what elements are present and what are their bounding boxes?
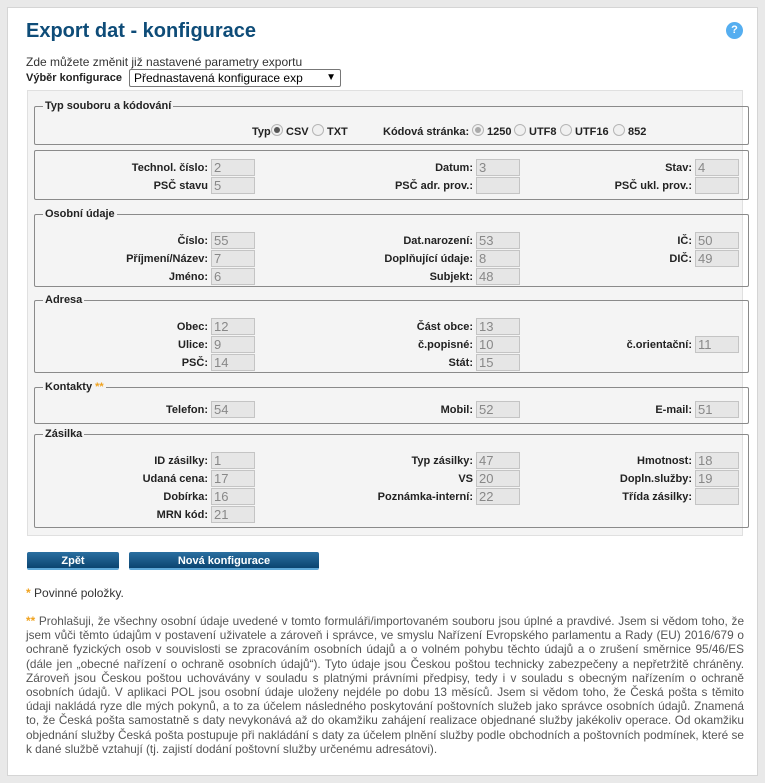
dobirka-input[interactable]: 16	[211, 488, 255, 505]
radio-utf8[interactable]	[514, 124, 526, 136]
radio-txt[interactable]	[312, 124, 324, 136]
fieldset-address	[34, 294, 749, 373]
psc-stavu-input[interactable]: 5	[211, 177, 255, 194]
legend-personal: Osobní údaje	[45, 208, 115, 220]
chevron-down-icon: ▼	[326, 72, 336, 83]
config-select-label: Výběr konfigurace	[26, 72, 122, 84]
subjekt-input[interactable]: 48	[476, 268, 520, 285]
mobil-input[interactable]: 52	[476, 401, 520, 418]
ic-input[interactable]: 50	[695, 232, 739, 249]
psc-ukl-input[interactable]	[695, 177, 739, 194]
stat-label: Stát:	[448, 357, 473, 369]
udana-cena-label: Udaná cena:	[142, 473, 208, 485]
obec-label: Obec:	[176, 321, 208, 333]
legend-shipment: Zásilka	[45, 428, 83, 440]
required-note	[26, 586, 124, 600]
technol-label: Technol. číslo:	[131, 162, 208, 174]
cislo-popisne-input[interactable]: 10	[476, 336, 520, 353]
fieldset-personal	[34, 208, 749, 287]
page-title: Export dat - konfigurace	[26, 20, 257, 42]
radio-csv[interactable]	[271, 124, 283, 136]
doplnujici-label: Doplňující údaje:	[384, 253, 473, 265]
cislo-orientacni-label: č.orientační:	[626, 339, 692, 351]
udana-cena-input[interactable]: 17	[211, 470, 255, 487]
radio-utf16[interactable]	[560, 124, 572, 136]
datum-label: Datum:	[435, 162, 473, 174]
datum-input[interactable]: 3	[476, 159, 520, 176]
typ-zasilky-label: Typ zásilky:	[411, 455, 473, 467]
dopln-sluzby-input[interactable]: 19	[695, 470, 739, 487]
psc-stavu-label: PSČ stavu	[153, 180, 208, 192]
help-icon[interactable]: ?	[726, 22, 743, 39]
mrn-label: MRN kód:	[156, 509, 208, 521]
poznamka-input[interactable]: 22	[476, 488, 520, 505]
cast-obce-label: Část obce:	[416, 321, 473, 333]
gdpr-notice	[26, 614, 744, 756]
dat-narozeni-label: Dat.narození:	[403, 235, 473, 247]
back-button[interactable]: Zpět	[27, 552, 119, 570]
prijmeni-label: Příjmení/Název:	[126, 253, 208, 265]
psc-adr-label: PSČ adr. prov.:	[394, 180, 473, 192]
mobil-label: Mobil:	[440, 404, 473, 416]
jmeno-input[interactable]: 6	[211, 268, 255, 285]
fieldset-file-type	[34, 100, 749, 145]
fieldset-shipment	[34, 428, 749, 528]
trida-zasilky-label: Třída zásilky:	[622, 491, 692, 503]
gdpr-notice-text: Prohlašuji, že všechny osobní údaje uvedené v tomto formuláři/importovaném souboru jsou úplné a pravdivé. Jsem si vědom toho, že jsem vůči těmto údajům v postavení uživatele a zároveň i správce, ve smyslu Nařízení Evropského parlamentu a Rady (EU) 2016/679 o ochraně fyzických osob v souvislosti se zpracováním osobních údajů a o volném pohybu těchto údajů a o zrušení směrnice 95/46/ES (dále jen „obecné nařízení o ochraně osobních údajů“). Tyto údaje jsou Českou poštou technicky zabezpečeny a nepřetržitě chráněny. Zároveň jsou Českou poštou uchovávány v souladu s platnými právními předpisy, tedy i v souladu s obecným nařízením o ochraně osobních údajů. V aplikaci POL jsou osobní údaje uloženy nejdéle po dobu 13 měsíců. Jsem si vědom toho, že Česká pošta s těmito údaji nakládá ryze dle mých pokynů, a to za účelem následného poskytování poštovních služeb jako správce osobních údajů. Znamená to, že Česká pošta samostatně s daty nevykonává až do okamžiku zahájení realizace objednané služby jakékoliv operace. Od okamžiku objednání služby Česká pošta postupuje při nakládání s daty za účelem plnění služby podle obchodních a poštovních podmínek, které se k dané službě vztahují (tj. zajistí dodání poštovní služby určenému adresátovi).	[26, 614, 745, 756]
required-note-text: Povinné položky.	[34, 586, 124, 600]
obec-input[interactable]: 12	[211, 318, 255, 335]
vs-input[interactable]: 20	[476, 470, 520, 487]
contacts-legend-label: Kontakty	[45, 381, 93, 393]
stat-input[interactable]: 15	[476, 354, 520, 371]
dobirka-label: Dobírka:	[163, 491, 208, 503]
required-star-icon: *	[26, 586, 31, 600]
hmotnost-input[interactable]: 18	[695, 452, 739, 469]
id-zasilky-input[interactable]: 1	[211, 452, 255, 469]
hmotnost-label: Hmotnost:	[637, 455, 692, 467]
type-label: Typ	[252, 126, 271, 138]
radio-utf16-label: UTF16	[575, 126, 609, 138]
poznamka-label: Poznámka-interní:	[377, 491, 473, 503]
codepage-label: Kódová stránka:	[383, 126, 470, 138]
dic-input[interactable]: 49	[695, 250, 739, 267]
psc-input[interactable]: 14	[211, 354, 255, 371]
doplnujici-input[interactable]: 8	[476, 250, 520, 267]
psc-label: PSČ:	[181, 357, 208, 369]
stav-label: Stav:	[665, 162, 692, 174]
dic-label: DIČ:	[669, 253, 692, 265]
id-zasilky-label: ID zásilky:	[154, 455, 208, 467]
cislo-label: Číslo:	[177, 235, 208, 247]
radio-852[interactable]	[613, 124, 625, 136]
new-config-button[interactable]: Nová konfigurace	[129, 552, 319, 570]
email-label: E-mail:	[655, 404, 692, 416]
required-star-icon: **	[95, 381, 104, 393]
main-panel	[7, 7, 758, 776]
cast-obce-input[interactable]: 13	[476, 318, 520, 335]
email-input[interactable]: 51	[695, 401, 739, 418]
dat-narozeni-input[interactable]: 53	[476, 232, 520, 249]
psc-adr-input[interactable]	[476, 177, 520, 194]
fieldset-contacts	[34, 381, 749, 424]
technol-input[interactable]: 2	[211, 159, 255, 176]
dopln-sluzby-label: Dopln.služby:	[619, 473, 692, 485]
mrn-input[interactable]: 21	[211, 506, 255, 523]
radio-1250[interactable]	[472, 124, 484, 136]
legend-contacts	[43, 380, 106, 394]
ulice-label: Ulice:	[178, 339, 208, 351]
legend-address: Adresa	[45, 294, 83, 306]
telefon-input[interactable]: 54	[211, 401, 255, 418]
radio-txt-label: TXT	[327, 126, 348, 138]
cislo-orientacni-input[interactable]: 11	[695, 336, 739, 353]
radio-utf8-label: UTF8	[529, 126, 557, 138]
page-subtitle: Zde můžete změnit již nastavené parametry exportu	[26, 55, 303, 69]
cislo-popisne-label: č.popisné:	[417, 339, 473, 351]
notice-star-icon: **	[26, 614, 36, 628]
typ-zasilky-input[interactable]: 47	[476, 452, 520, 469]
telefon-label: Telefon:	[166, 404, 208, 416]
cislo-input[interactable]: 55	[211, 232, 255, 249]
radio-1250-label: 1250	[487, 126, 512, 138]
psc-ukl-label: PSČ ukl. prov.:	[614, 180, 692, 192]
prijmeni-input[interactable]: 7	[211, 250, 255, 267]
config-select[interactable]	[129, 69, 341, 87]
stav-input[interactable]: 4	[695, 159, 739, 176]
legend-file-type: Typ souboru a kódování	[45, 100, 172, 112]
config-form	[27, 90, 743, 536]
config-select-value: Přednastavená konfigurace exp	[134, 71, 303, 85]
radio-csv-label: CSV	[286, 126, 309, 138]
radio-852-label: 852	[628, 126, 647, 138]
ulice-input[interactable]: 9	[211, 336, 255, 353]
subjekt-label: Subjekt:	[429, 271, 473, 283]
trida-zasilky-input[interactable]	[695, 488, 739, 505]
fieldset-general	[34, 150, 749, 200]
ic-label: IČ:	[677, 235, 692, 247]
jmeno-label: Jméno:	[168, 271, 208, 283]
vs-label: VS	[458, 473, 473, 485]
